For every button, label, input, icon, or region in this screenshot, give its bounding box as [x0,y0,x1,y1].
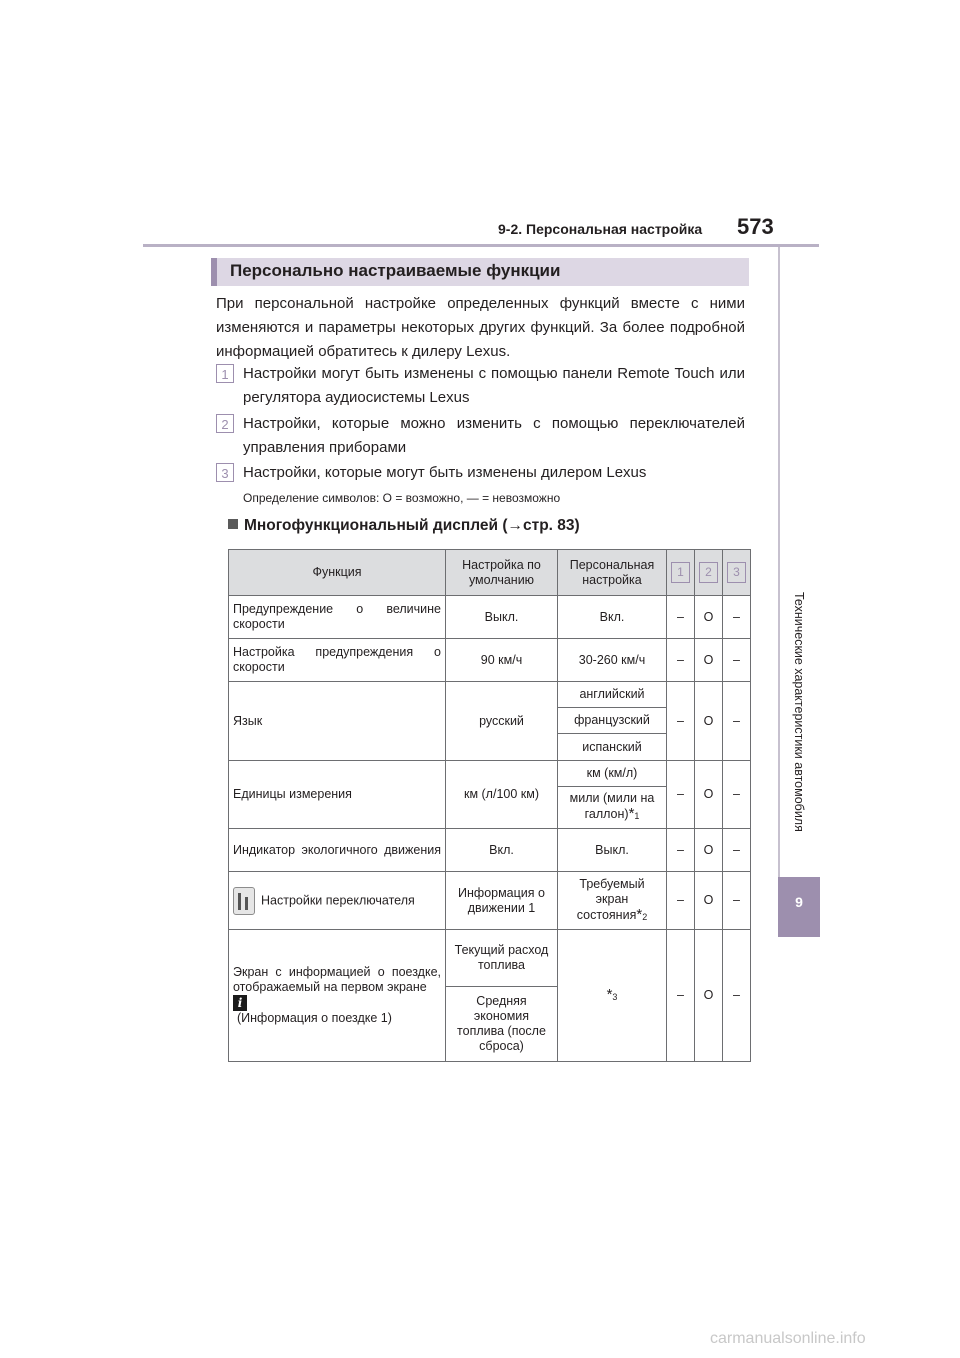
bullet-number: 1 [216,364,234,383]
header-col-3 [723,550,751,596]
mark-cell-1: – [667,872,695,930]
default-cell: 90 км/ч [446,639,558,682]
footnote-star: * [606,985,613,1003]
header-rule [143,244,819,247]
personal-cell: испанский [558,734,667,761]
page-number: 573 [737,214,774,239]
settings-table [228,549,751,1062]
symbol-legend: Определение символов: O = возможно, — = невозможно [243,491,561,505]
section-title: Персонально настраиваемые функции [230,261,561,280]
mark-cell-2: O [695,829,723,872]
bullet-number: 3 [216,463,234,482]
personal-cell [558,930,667,1062]
mark-cell-1: – [667,596,695,639]
header-personal: Персональная настройка [558,550,667,596]
header-col-1 [667,550,695,596]
table-row [229,761,751,787]
header-col-2 [695,550,723,596]
subsection-heading-text: Многофункциональный дисплей (→стр. 83) [244,517,580,534]
bullet-text: Настройки, которые можно изменить с помощью переключателей управления приборами [243,415,745,456]
subsection-heading [228,517,580,535]
default-cell: Средняя экономия топлива (после сброса) [446,987,558,1062]
footnote-number: 2 [642,911,648,922]
function-cell: Настройка предупреждения о скорости [229,639,446,682]
section-bar [211,258,749,286]
header-function: Функция [229,550,446,596]
mark-cell-3: – [723,761,751,829]
mark-cell-1: – [667,761,695,829]
personal-cell-text: мили (мили на галлон) [569,791,655,821]
function-cell [229,872,446,930]
personal-cell-text: Требуемый экран состояния [576,876,645,922]
mark-cell-1: – [667,682,695,761]
chapter-side-title: Технические характеристики автомобиля [792,592,806,832]
mark-cell-3: – [723,829,751,872]
function-cell-text: Экран с информацией о поездке, отображаемый на первом экране [233,965,441,994]
intro-paragraph: При персональной настройке определенных функций вместе с ними изменяются и параметры некоторых других функций. За более подробной информацией обратитесь к дилеру Lexus. [216,295,745,360]
personal-cell: 30-260 км/ч [558,639,667,682]
mark-cell-1: – [667,930,695,1062]
table-row [229,872,751,930]
header-col-3-number: 3 [727,562,746,583]
square-bullet-icon [228,519,238,529]
watermark: carmanualsonline.info [710,1330,866,1347]
mark-cell-3: – [723,596,751,639]
default-cell: русский [446,682,558,761]
header-section: 9-2. Персональная настройка [498,221,703,237]
function-cell: Предупреждение о величине скорости [229,596,446,639]
switch-icon [233,887,255,915]
header-col-1-number: 1 [671,562,690,583]
function-cell: Язык [229,682,446,761]
personal-cell: км (км/л) [558,761,667,787]
footnote-number: 1 [634,811,640,821]
table-row [229,829,751,872]
mark-cell-2: O [695,761,723,829]
mark-cell-2: O [695,682,723,761]
default-cell: Информация о движении 1 [446,872,558,930]
table-row [229,639,751,682]
personal-cell: английский [558,682,667,708]
mark-cell-2: O [695,872,723,930]
header-default: Настройка по умолчанию [446,550,558,596]
mark-cell-3: – [723,682,751,761]
table-row [229,682,751,708]
chapter-number: 9 [795,894,803,910]
footnote-star: * [636,905,643,923]
mark-cell-3: – [723,872,751,930]
bullet-text: Настройки могут быть изменены с помощью панели Remote Touch или регулятора аудиосистемы Lexus [243,365,745,406]
default-cell: Вкл. [446,829,558,872]
default-cell: Выкл. [446,596,558,639]
footnote-number: 3 [612,991,618,1002]
side-tab-line [778,247,780,877]
personal-cell: Выкл. [558,829,667,872]
table-header-row [229,550,751,596]
function-cell-text: Настройки переключателя [261,892,415,907]
bullet-number: 2 [216,414,234,433]
footnote-star: * [628,805,635,822]
personal-cell [558,872,667,930]
mark-cell-1: – [667,829,695,872]
mark-cell-3: – [723,639,751,682]
info-icon: i [233,995,247,1011]
personal-cell [558,787,667,829]
table-row [229,930,751,987]
mark-cell-2: O [695,596,723,639]
function-note: (Информация о поездке 1) [237,1011,392,1025]
header-col-2-number: 2 [699,562,718,583]
function-cell: Индикатор экологичного движения [229,829,446,872]
mark-cell-3: – [723,930,751,1062]
personal-cell: французский [558,708,667,734]
mark-cell-1: – [667,639,695,682]
default-cell: км (л/100 км) [446,761,558,829]
personal-cell: Вкл. [558,596,667,639]
table-row [229,596,751,639]
default-cell: Текущий расход топлива [446,930,558,987]
mark-cell-2: O [695,639,723,682]
function-cell [229,930,446,1062]
mark-cell-2: O [695,930,723,1062]
function-cell: Единицы измерения [229,761,446,829]
bullet-text: Настройки, которые могут быть изменены дилером Lexus [243,464,647,481]
